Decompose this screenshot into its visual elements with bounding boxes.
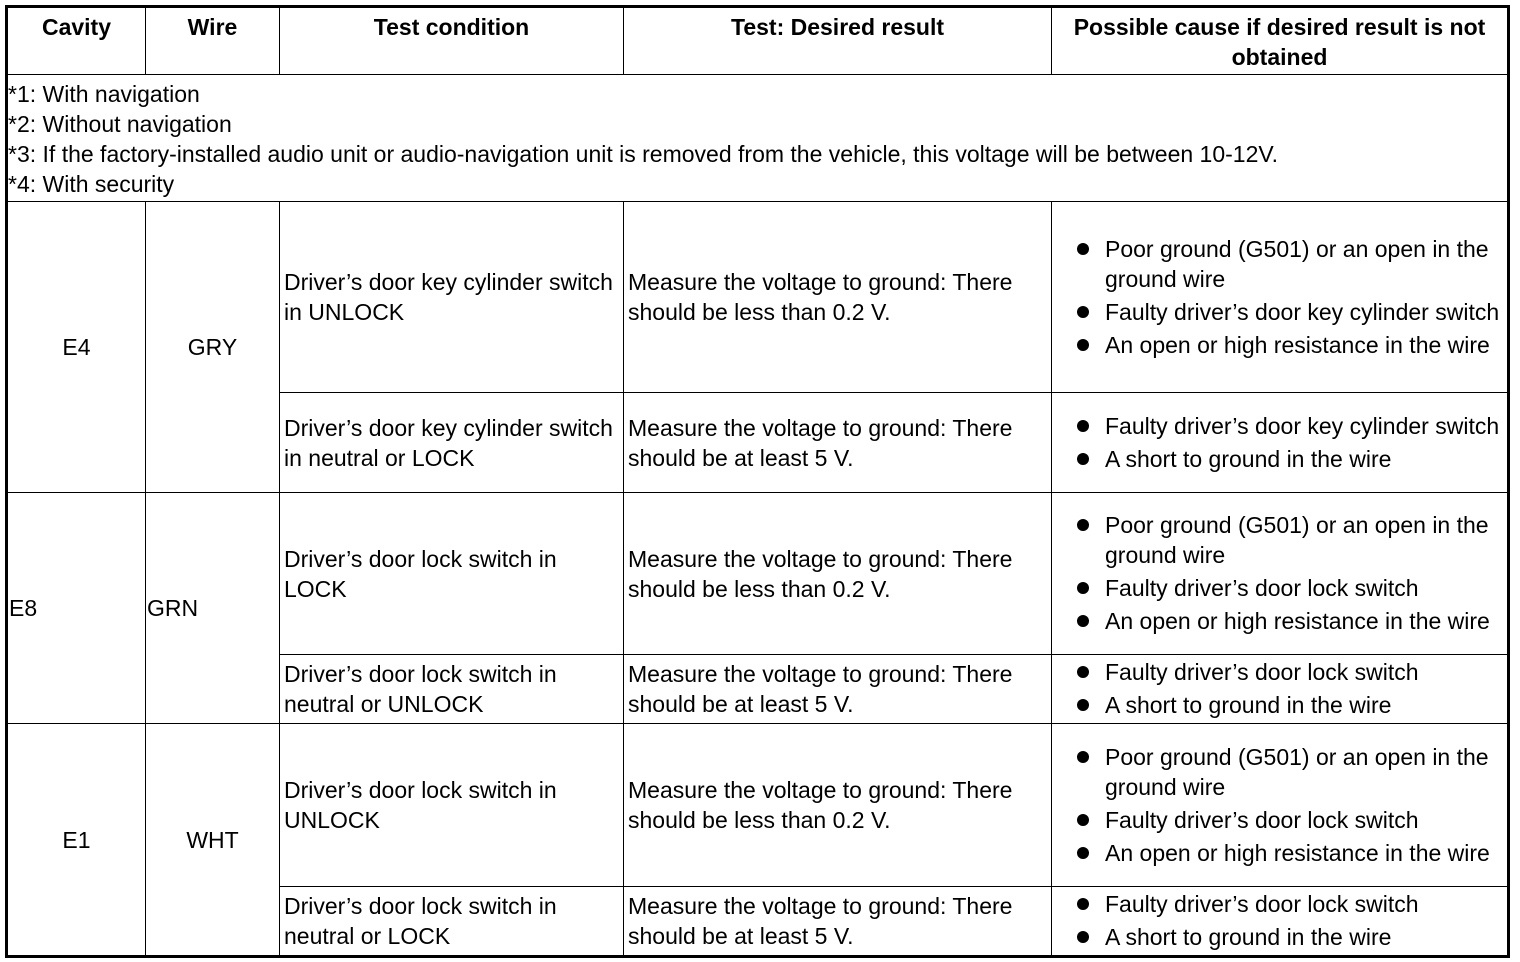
note-3: *3: If the factory-installed audio unit or audio-navigation unit is removed from the vehicle, this voltage will be between 10-12V.	[8, 141, 1278, 167]
condition-cell: Driver’s door key cylinder switch in neutral or LOCK	[280, 393, 624, 493]
note-4: *4: With security	[8, 171, 175, 197]
causes-cell	[1052, 393, 1509, 493]
notes-row	[7, 75, 1509, 202]
header-cavity: Cavity	[7, 7, 146, 75]
causes-cell	[1052, 202, 1509, 393]
table-row	[7, 724, 1509, 887]
causes-cell	[1052, 493, 1509, 655]
list-item: An open or high resistance in the wire	[1056, 838, 1503, 868]
wire-cell: WHT	[146, 724, 280, 957]
wire-cell: GRY	[146, 202, 280, 493]
connector-test-table	[5, 5, 1510, 958]
bullet-icon	[1077, 751, 1089, 763]
bullet-icon	[1077, 453, 1089, 465]
bullet-icon	[1077, 898, 1089, 910]
causes-list	[1056, 889, 1503, 952]
condition-cell: Driver’s door lock switch in UNLOCK	[280, 724, 624, 887]
header-possible-cause: Possible cause if desired result is not obtained	[1052, 7, 1509, 75]
header-wire: Wire	[146, 7, 280, 75]
list-item: A short to ground in the wire	[1056, 922, 1503, 952]
cavity-cell: E1	[7, 724, 146, 957]
bullet-icon	[1077, 814, 1089, 826]
list-item: A short to ground in the wire	[1056, 690, 1503, 720]
bullet-icon	[1077, 339, 1089, 351]
list-item: Faulty driver’s door lock switch	[1056, 573, 1503, 603]
list-item: Faulty driver’s door key cylinder switch	[1056, 297, 1503, 327]
bullet-icon	[1077, 519, 1089, 531]
causes-cell	[1052, 887, 1509, 957]
result-cell: Measure the voltage to ground: There should be at least 5 V.	[624, 655, 1052, 724]
header-test-condition: Test condition	[280, 7, 624, 75]
notes-cell	[7, 75, 1509, 202]
wire-cell: GRN	[146, 493, 280, 724]
list-item: Faulty driver’s door lock switch	[1056, 657, 1503, 687]
causes-list	[1056, 411, 1503, 474]
bullet-icon	[1077, 615, 1089, 627]
condition-cell: Driver’s door lock switch in neutral or LOCK	[280, 887, 624, 957]
condition-cell: Driver’s door lock switch in neutral or UNLOCK	[280, 655, 624, 724]
list-item: An open or high resistance in the wire	[1056, 330, 1503, 360]
condition-cell: Driver’s door key cylinder switch in UNLOCK	[280, 202, 624, 393]
result-cell: Measure the voltage to ground: There should be less than 0.2 V.	[624, 724, 1052, 887]
result-cell: Measure the voltage to ground: There should be at least 5 V.	[624, 887, 1052, 957]
list-item: Poor ground (G501) or an open in the ground wire	[1056, 742, 1503, 802]
list-item: An open or high resistance in the wire	[1056, 606, 1503, 636]
header-row	[7, 7, 1509, 75]
causes-list	[1056, 234, 1503, 360]
note-2: *2: Without navigation	[8, 111, 232, 137]
list-item: Faulty driver’s door lock switch	[1056, 889, 1503, 919]
bullet-icon	[1077, 306, 1089, 318]
causes-list	[1056, 742, 1503, 868]
causes-cell	[1052, 724, 1509, 887]
list-item: A short to ground in the wire	[1056, 444, 1503, 474]
bullet-icon	[1077, 931, 1089, 943]
condition-cell: Driver’s door lock switch in LOCK	[280, 493, 624, 655]
bullet-icon	[1077, 420, 1089, 432]
result-cell: Measure the voltage to ground: There should be less than 0.2 V.	[624, 202, 1052, 393]
list-item: Poor ground (G501) or an open in the ground wire	[1056, 234, 1503, 294]
causes-cell	[1052, 655, 1509, 724]
result-cell: Measure the voltage to ground: There should be at least 5 V.	[624, 393, 1052, 493]
header-desired-result: Test: Desired result	[624, 7, 1052, 75]
test-table-container	[5, 5, 1510, 958]
bullet-icon	[1077, 699, 1089, 711]
table-row	[7, 202, 1509, 393]
list-item: Faulty driver’s door lock switch	[1056, 805, 1503, 835]
note-1: *1: With navigation	[8, 81, 200, 107]
causes-list	[1056, 510, 1503, 636]
table-row	[7, 493, 1509, 655]
bullet-icon	[1077, 847, 1089, 859]
cavity-cell: E8	[7, 493, 146, 724]
cavity-cell: E4	[7, 202, 146, 493]
list-item: Faulty driver’s door key cylinder switch	[1056, 411, 1503, 441]
bullet-icon	[1077, 243, 1089, 255]
result-cell: Measure the voltage to ground: There should be less than 0.2 V.	[624, 493, 1052, 655]
bullet-icon	[1077, 666, 1089, 678]
list-item: Poor ground (G501) or an open in the ground wire	[1056, 510, 1503, 570]
causes-list	[1056, 657, 1503, 720]
bullet-icon	[1077, 582, 1089, 594]
